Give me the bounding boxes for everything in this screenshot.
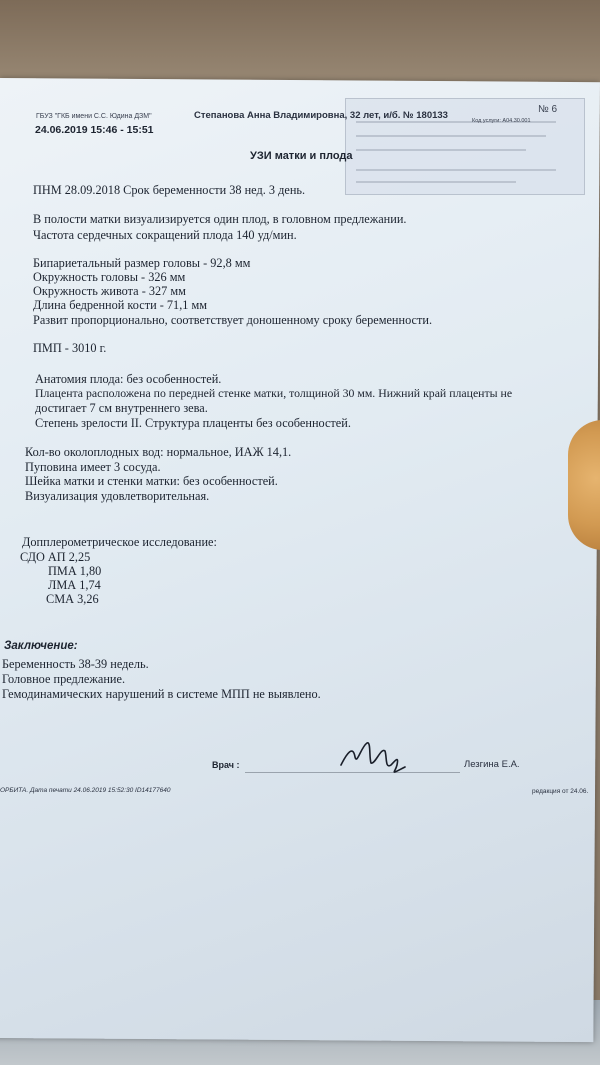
footer-print-info: ОРБИТА. Дата печати 24.06.2019 15:52:30 ID14177640 — [0, 787, 171, 794]
fluid-line: Визуализация удовлетворительная. — [25, 489, 210, 503]
conclusion-line: Беременность 38-39 недель. — [2, 657, 149, 671]
pnm-line: ПНМ 28.09.2018 Срок беременности 38 нед. 3 день. — [33, 183, 306, 197]
biometry-line: Бипариетальный размер головы - 92,8 мм — [33, 256, 251, 270]
service-code: Код услуги: А04.30.001 — [472, 118, 531, 124]
doppler-pma: ПМА 1,80 — [48, 564, 102, 578]
placenta-line: Плацента расположена по передней стенке матки, толщиной 30 мм. Нижний край плаценты не — [35, 386, 513, 400]
doctor-name: Лезгина Е.А. — [464, 759, 520, 770]
doppler-sma: СМА 3,26 — [46, 592, 99, 606]
finger — [568, 420, 600, 550]
background-top — [0, 0, 600, 90]
footer-edition: редакция от 24.06. — [532, 788, 589, 795]
text-line: Частота сердечных сокращений плода 140 уд/мин. — [33, 228, 297, 242]
biometry-line: Окружность головы - 326 мм — [33, 270, 186, 284]
doppler-lma: ЛМА 1,74 — [48, 578, 101, 592]
conclusion-line: Гемодинамических нарушений в системе МПП не выявлено. — [2, 687, 321, 701]
biometry-line: Развит пропорционально, соответствует доношенному сроку беременности. — [33, 313, 433, 327]
fluid-line: Шейка матки и стенки матки: без особенностей. — [25, 474, 278, 488]
pmp-line: ПМП - 3010 г. — [33, 341, 107, 355]
exam-datetime: 24.06.2019 15:46 - 15:51 — [35, 124, 154, 136]
doctor-label: Врач : — [212, 760, 240, 770]
doppler-title: Допплерометрическое исследование: — [22, 535, 217, 549]
conclusion-line: Головное предлежание. — [2, 672, 126, 686]
patient-info: Степанова Анна Владимировна, 32 лет, и/б. № 180133 — [194, 110, 448, 121]
conclusion-label: Заключение: — [4, 640, 78, 652]
biometry-line: Окружность живота - 327 мм — [33, 284, 186, 298]
fluid-line: Кол-во околоплодных вод: нормальное, ИАЖ 14,1. — [25, 445, 292, 459]
doctor-signature — [335, 735, 415, 780]
placenta-line: достигает 7 см внутреннего зева. — [35, 401, 208, 415]
placenta-line: Степень зрелости II. Структура плаценты без особенностей. — [35, 416, 351, 430]
biometry-line: Длина бедренной кости - 71,1 мм — [33, 298, 208, 312]
page-number: № 6 — [538, 104, 558, 115]
org-name: ГБУЗ "ГКБ имени С.С. Юдина ДЗМ" — [36, 113, 152, 120]
fluid-line: Пуповина имеет 3 сосуда. — [25, 460, 161, 474]
anatomy-line: Анатомия плода: без особенностей. — [35, 372, 222, 386]
doppler-sdo: СДО АП 2,25 — [20, 550, 91, 564]
text-line: В полости матки визуализируется один плод, в головном предлежании. — [33, 212, 407, 226]
page-title: УЗИ матки и плода — [250, 150, 353, 162]
